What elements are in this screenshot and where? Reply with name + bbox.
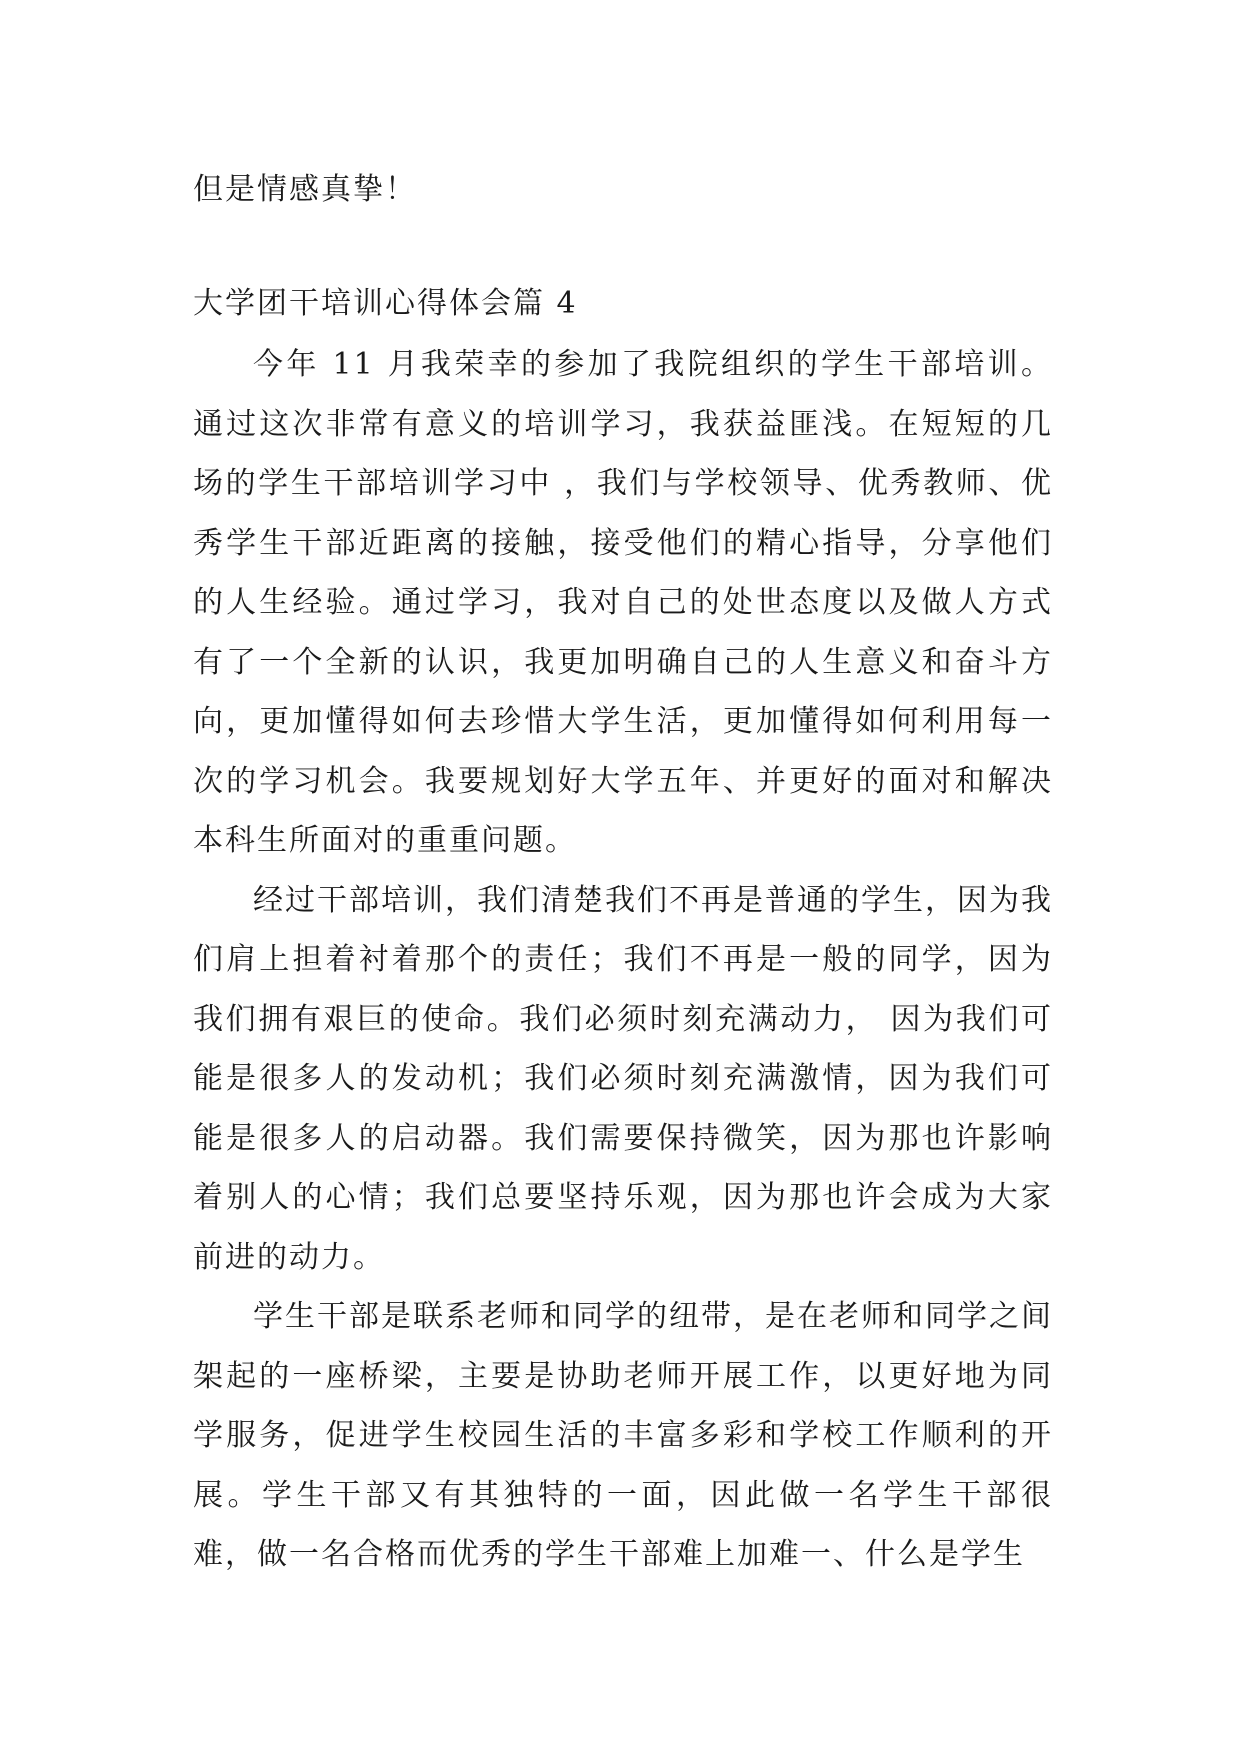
- body-paragraph-2: 经过干部培训，我们清楚我们不再是普通的学生，因为我们肩上担着衬着那个的责任；我们不再是一般的同学，因为我们拥有艰巨的使命。我们必须时刻充满动力， 因为我们可能是很多人的发动机；我们必须时刻充满激情，因为我们可能是很多人的启动器。我们需要保持微笑，因为那也许影响着别人的心情；我们总要坚持乐观，因为那也许会成为大家前进的动力。: [193, 882, 1053, 1275]
- previous-section-closing-line: 但是情感真挚！: [193, 172, 417, 207]
- body-paragraph-3: 学生干部是联系老师和同学的纽带，是在老师和同学之间架起的一座桥梁，主要是协助老师开展工作，以更好地为同学服务，促进学生校园生活的丰富多彩和学校工作顺利的开展。学生干部又有其独特的一面，因此做一名学生干部很难，做一名合格而优秀的学生干部难上加难一、什么是学生: [193, 1299, 1053, 1572]
- body-paragraph-1: 今年 11 月我荣幸的参加了我院组织的学生干部培训。通过这次非常有意义的培训学习，我获益匪浅。在短短的几场的学生干部培训学习中 ，我们与学校领导、优秀教师、优秀学生干部近距离的接触，接受他们的精心指导，分享他们的人生经验。通过学习，我对自己的处世态度以及做人方式有了一个全新的认识，我更加明确自己的人生意义和奋斗方向，更加懂得如何去珍惜大学生活，更加懂得如何利用每一次的学习机会。我要规划好大学五年、并更好的面对和解决本科生所面对的重重问题。: [193, 347, 1053, 858]
- section-body: [193, 335, 1053, 1585]
- section-heading: 大学团干培训心得体会篇 4: [193, 286, 578, 321]
